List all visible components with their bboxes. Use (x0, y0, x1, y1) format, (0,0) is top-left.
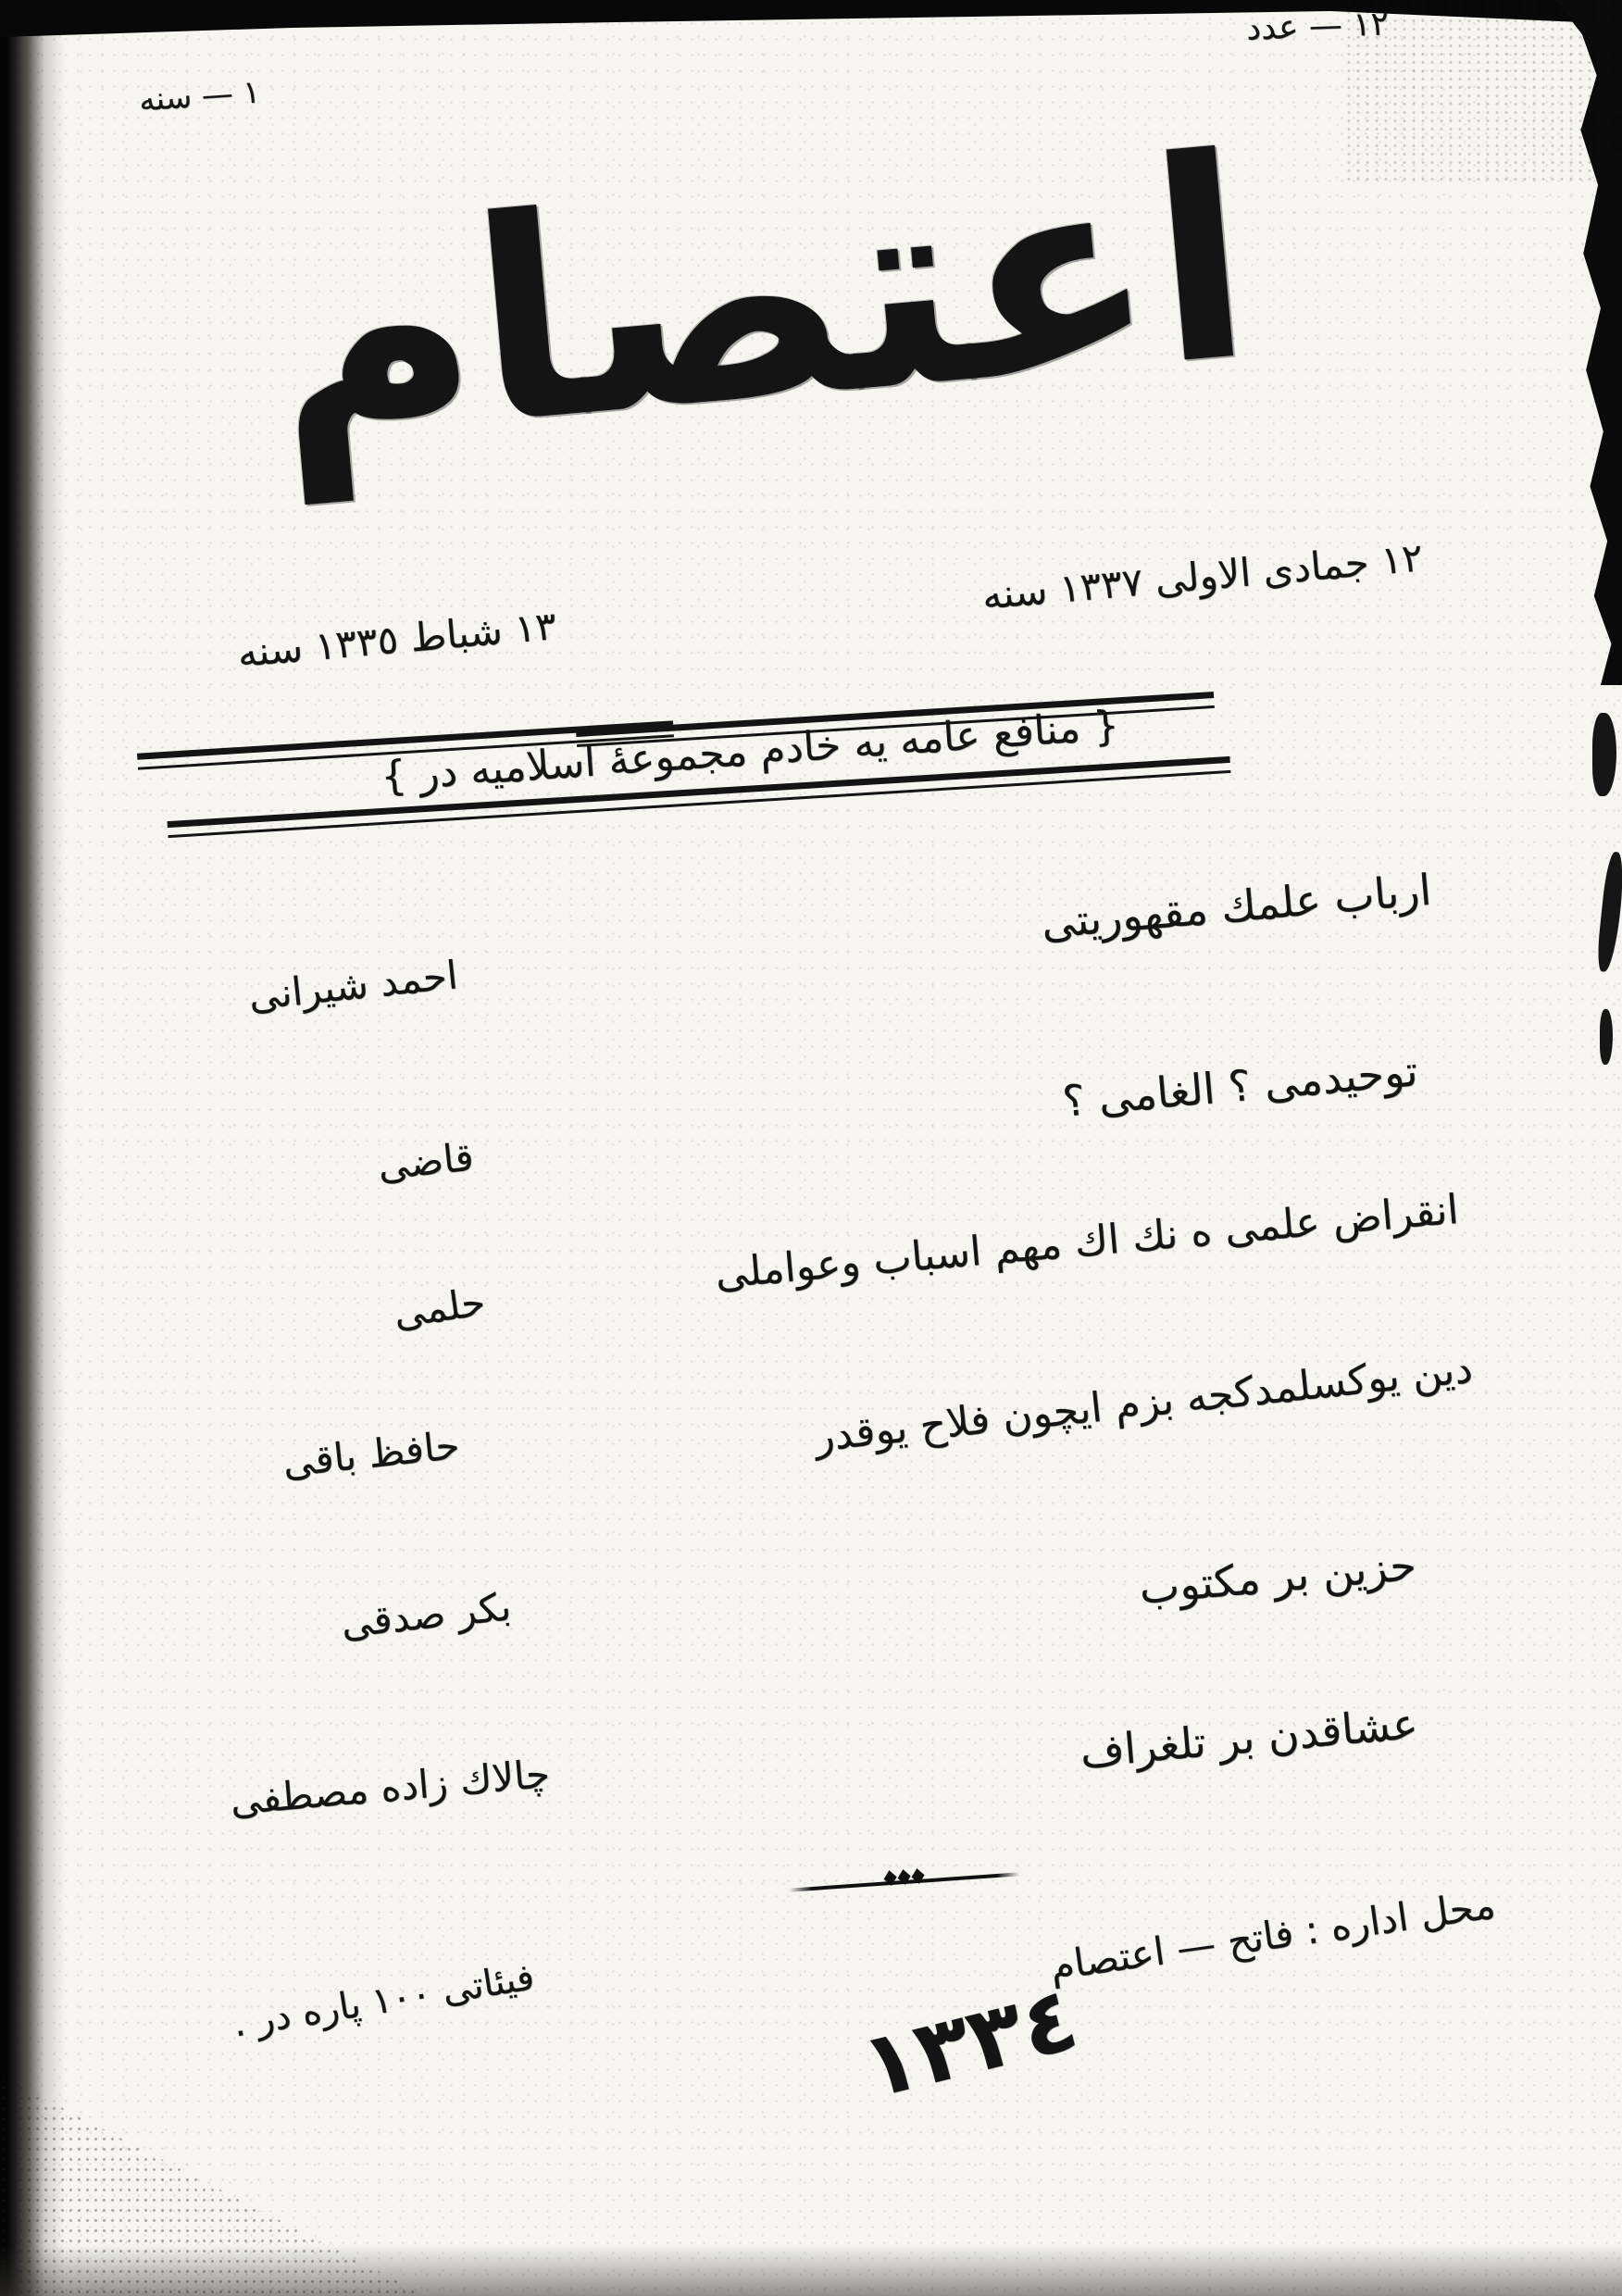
volume-year-number: ١٣٣٤ (851, 1965, 1088, 2119)
price-label: فيئاتى ١٠٠ پاره در . (230, 1955, 538, 2046)
left-torn-edge (0, 0, 65, 2296)
toc-author: قاضى (375, 1133, 476, 1190)
right-edge-blot (1595, 851, 1622, 972)
toc-title: دين يوكسلمدكجه بزم ايچون فلاح يوقدر (812, 1344, 1475, 1462)
toc-author: چالاك زاده مصطفى (228, 1751, 552, 1824)
right-edge-blot (1592, 713, 1616, 796)
office-address-line: محل اداره : فاتح — اعتصام (1046, 1881, 1499, 1990)
magazine-motto: { منافع عامه يه خادم مجموعهٔ اسلاميه در } (379, 702, 1121, 801)
right-torn-edge (1555, 0, 1622, 685)
toc-title: عشاقدن بر تلغراف (1078, 1698, 1420, 1778)
ornament-divider-icon (788, 1860, 1020, 1903)
toc-author: حافظ باقى (280, 1422, 462, 1486)
masthead-title: اعتصام (257, 96, 1263, 505)
issue-number-label: ١٢ — عدد (1245, 5, 1390, 48)
toc-author: احمد شيرانى (246, 952, 460, 1019)
toc-title: ارباب علمك مقهوريتى (1039, 864, 1434, 949)
hijri-date: ١٢ جمادى الاولى ١٣٣٧ سنه (979, 534, 1425, 618)
bottom-edge-shadow (0, 2244, 1622, 2296)
right-edge-blot (1600, 1009, 1613, 1065)
toc-title: توحيدمى ؟ الغامى ؟ (1060, 1045, 1420, 1127)
toc-author: حلمى (391, 1279, 489, 1337)
ornament-knot (885, 1871, 924, 1884)
year-number-label: ١ — سنه (137, 73, 262, 119)
toc-author: بكر صدقى (338, 1583, 514, 1647)
rumi-date: ١٣ شباط ١٣٣٥ سنه (235, 603, 558, 676)
toc-title: انقراض علمى ە نك اك مهم اسباب وعواملى (713, 1185, 1461, 1299)
toc-title: حزين بر مكتوب (1137, 1540, 1418, 1614)
